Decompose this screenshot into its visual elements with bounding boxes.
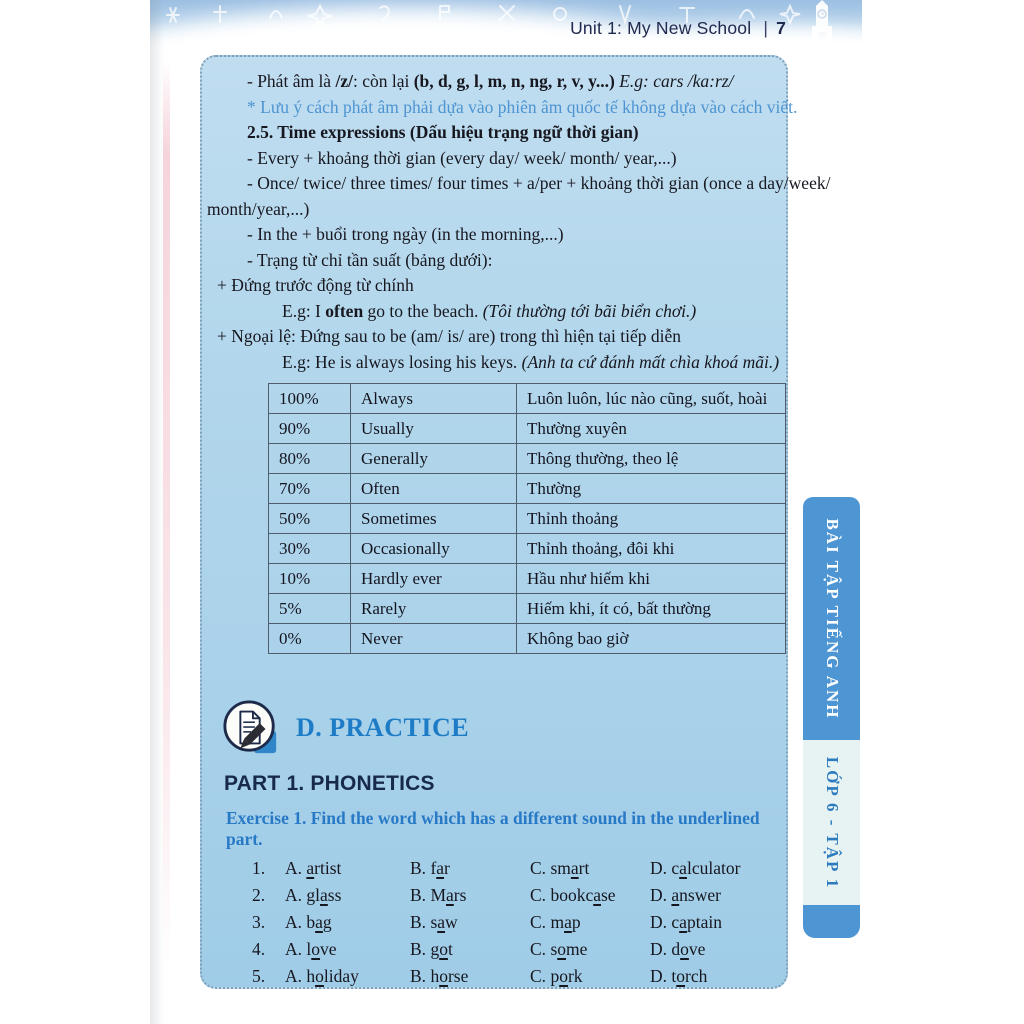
freq-meaning-cell: Hầu như hiếm khi — [517, 564, 786, 594]
text-line: - In the + buổi trong ngày (in the morning,...) — [247, 224, 564, 244]
text-line: - Trạng từ chỉ tần suất (bảng dưới): — [247, 249, 493, 270]
answer-option: D. captain — [650, 912, 722, 932]
text-line: 2.5. Time expressions (Dấu hiệu trạng ngữ thời gian) — [247, 122, 639, 142]
freq-percent-cell: 10% — [269, 564, 351, 594]
answer-option: C. some — [530, 939, 588, 959]
text-line: - Every + khoảng thời gian (every day/ week/ month/ year,...) — [247, 147, 677, 168]
question-number: 3. — [252, 912, 266, 932]
freq-percent-cell: 70% — [269, 474, 351, 504]
freq-adverb-cell: Rarely — [351, 594, 517, 624]
answer-option: A. love — [285, 939, 337, 959]
freq-percent-cell: 30% — [269, 534, 351, 564]
text-line: - Once/ twice/ three times/ four times + a/per + khoảng thời gian (once a day/week/ — [247, 173, 831, 193]
freq-meaning-cell: Thường — [517, 474, 786, 504]
answer-option: B. far — [410, 858, 450, 878]
freq-meaning-cell: Thường xuyên — [517, 414, 786, 444]
answer-option: A. holiday — [285, 966, 359, 986]
question-row — [202, 963, 780, 990]
answer-option: A. glass — [285, 885, 342, 905]
notes-pencil-icon — [222, 699, 280, 757]
question-row — [202, 909, 780, 936]
text-line: * Lưu ý cách phát âm phải dựa vào phiên âm quốc tế không dựa vào cách viết. — [247, 96, 798, 117]
answer-option: A. artist — [285, 858, 342, 878]
answer-option: D. answer — [650, 885, 721, 905]
answer-option: B. horse — [410, 966, 469, 986]
lesson-content-box — [200, 55, 831, 989]
answer-option: D. dove — [650, 939, 706, 959]
question-row — [202, 882, 780, 909]
page-edge-strip — [163, 60, 170, 980]
frequency-adverbs-table — [268, 383, 786, 654]
text-line: E.g: He is always losing his keys. (Anh ta cứ đánh mất chìa khoá mãi.) — [282, 351, 780, 372]
text-line: + Đứng trước động từ chính — [217, 275, 414, 295]
exercise-questions — [202, 855, 780, 990]
question-number: 5. — [252, 966, 266, 986]
side-tab-bottom-cap — [803, 905, 860, 938]
freq-adverb-cell: Sometimes — [351, 504, 517, 534]
freq-table-row — [269, 384, 786, 414]
side-tab-series-section — [803, 497, 860, 740]
freq-table-row — [269, 564, 786, 594]
practice-heading: D. PRACTICE — [296, 713, 470, 742]
freq-adverb-cell: Hardly ever — [351, 564, 517, 594]
freq-table-row — [269, 594, 786, 624]
practice-section-header — [222, 698, 780, 758]
page-number: 7 — [776, 18, 786, 38]
freq-meaning-cell: Thông thường, theo lệ — [517, 444, 786, 474]
series-title: BÀI TẬP TIẾNG ANH — [822, 517, 842, 720]
freq-percent-cell: 90% — [269, 414, 351, 444]
unit-title: Unit 1: My New School — [570, 18, 752, 38]
volume-title: LỚP 6 - TẬP 1 — [822, 756, 842, 889]
freq-adverb-cell: Never — [351, 624, 517, 654]
freq-meaning-cell: Hiếm khi, ít có, bất thường — [517, 594, 786, 624]
freq-percent-cell: 0% — [269, 624, 351, 654]
answer-option: B. saw — [410, 912, 458, 932]
answer-option: D. calculator — [650, 858, 741, 878]
freq-adverb-cell: Usually — [351, 414, 517, 444]
freq-adverb-cell: Occasionally — [351, 534, 517, 564]
text-line: E.g: I often go to the beach. (Tôi thường tới bãi biển chơi.) — [282, 300, 697, 321]
question-row — [202, 936, 780, 963]
freq-table-row — [269, 474, 786, 504]
freq-table-row — [269, 534, 786, 564]
answer-option: C. map — [530, 912, 581, 932]
running-header — [570, 18, 786, 39]
answer-option: C. smart — [530, 858, 590, 878]
header-separator: | — [763, 18, 769, 38]
grammar-notes — [202, 69, 831, 375]
question-number: 2. — [252, 885, 266, 905]
text-line: + Ngoại lệ: Đứng sau to be (am/ is/ are) trong thì hiện tại tiếp diễn — [217, 326, 682, 346]
question-number: 4. — [252, 939, 266, 959]
page-left-shadow — [150, 0, 164, 1024]
exercise-heading: Exercise 1. Find the word which has a different sound in the underlined part. — [226, 808, 760, 849]
side-tab-volume-section — [803, 740, 860, 905]
freq-meaning-cell: Luôn luôn, lúc nào cũng, suốt, hoài — [517, 384, 786, 414]
freq-percent-cell: 50% — [269, 504, 351, 534]
freq-table-row — [269, 624, 786, 654]
freq-percent-cell: 80% — [269, 444, 351, 474]
freq-adverb-cell: Generally — [351, 444, 517, 474]
answer-option: A. bag — [285, 912, 332, 932]
freq-adverb-cell: Always — [351, 384, 517, 414]
clock-tower-illustration — [796, 0, 848, 50]
freq-meaning-cell: Không bao giờ — [517, 624, 786, 654]
freq-adverb-cell: Often — [351, 474, 517, 504]
answer-option: B. Mars — [410, 885, 467, 905]
book-side-tab — [803, 497, 860, 938]
question-row — [202, 855, 780, 882]
answer-option: B. got — [410, 939, 453, 959]
freq-percent-cell: 100% — [269, 384, 351, 414]
answer-option: C. pork — [530, 966, 583, 986]
text-line: month/year,...) — [207, 198, 310, 219]
answer-option: C. bookcase — [530, 885, 616, 905]
answer-option: D. torch — [650, 966, 708, 986]
freq-meaning-cell: Thỉnh thoảng — [517, 504, 786, 534]
freq-table-row — [269, 414, 786, 444]
question-number: 1. — [252, 858, 266, 878]
freq-meaning-cell: Thỉnh thoảng, đôi khi — [517, 534, 786, 564]
freq-table-row — [269, 444, 786, 474]
part-heading: PART 1. PHONETICS — [224, 772, 435, 795]
text-line: - Phát âm là /z/: còn lại (b, d, g, l, m, n, ng, r, v, y...) E.g: cars /ka:rz/ — [247, 71, 734, 91]
freq-percent-cell: 5% — [269, 594, 351, 624]
freq-table-row — [269, 504, 786, 534]
